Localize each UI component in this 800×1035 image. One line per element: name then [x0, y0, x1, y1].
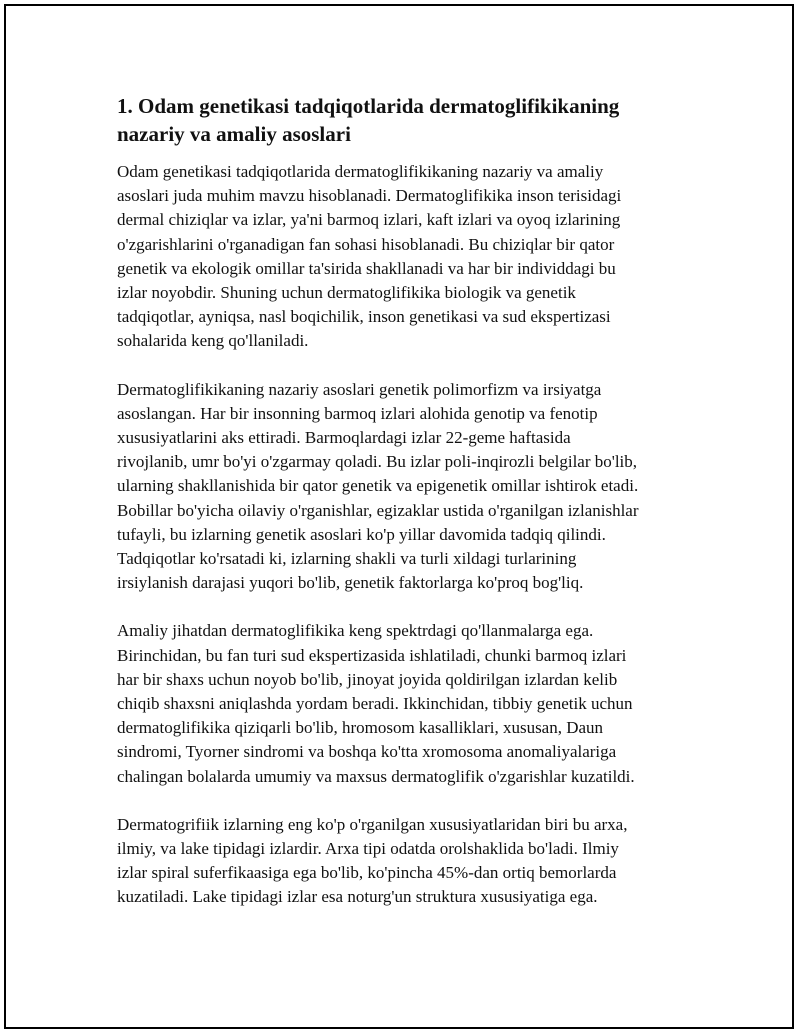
paragraph-intro: Odam genetikasi tadqiqotlarida dermatoglifikikaning nazariy va amaliy asoslari juda muhim mavzu hisoblanadi. Dermatoglifikika inson terisidagi dermal chiziqlar va izlar, ya'ni barmoq izlari, kaft izlari va oyoq izlarining o'zgarishlarini o'rganadigan fan sohasi hisoblanadi. Bu chiziqlar bir qator genetik va ekologik omillar ta'sirida shakllanadi va har bir individdagi bu izlar noyobdir. Shuning uchun dermatoglifikika biologik va genetik tadqiqotlar, ayniqsa, nasl boqichilik, inson genetikasi va sud ekspertizasi sohalarida keng qo'llaniladi. [117, 162, 622, 351]
section-title: 1. Odam genetikasi tadqiqotlarida dermatoglifikikaning nazariy va amaliy asoslari [117, 94, 620, 146]
paragraph-theory: Dermatoglifikikaning nazariy asoslari genetik polimorfizm va irsiyatga asoslangan. Har bir insonning barmoq izlari alohida genotip va fenotip xususiyatlarini aks ettiradi. Barmoqlardagi izlar 22-geme haftasida rivojlanib, umr bo'yi o'zgarmay qoladi. Bu izlar poli-inqirozli belgilar bo'lib, ularning shakllanishida bir qator genetik va epigenetik omillar ishtirok etadi. Bobillar bo'yicha oilaviy o'rganishlar, egizaklar ustida o'rganilgan izlanishlar tufayli, bu izlarning genetik asoslari ko'p yillar davomida tadqiq qilindi. Tadqiqotlar ko'rsatadi ki, izlarning shakli va turli xildagi turlarining irsiylanish darajasi yuqori bo'lib, genetik faktorlarga ko'proq bog'liq. [117, 379, 639, 593]
paragraph-practice: Amaliy jihatdan dermatoglifikika keng spektrdagi qo'llanmalarga ega. Birinchidan, bu fan turi sud ekspertizasida ishlatiladi, chunki barmoq izlari har bir shaxs uchun noyob bo'lib, jinoyat joyida qoldirilgan izlardan kelib chiqib shaxsni aniqlashda yordam beradi. Ikkinchidan, tibbiy genetik uchun dermatoglifikika qiziqarli bo'lib, hromosom kasalliklari, xususan, Daun sindromi, Tyorner sindromi va boshqa ko'tta xromosoma anomaliyalariga chalingan bolalarda umumiy va maxsus dermatoglifik o'zgarishlar kuzatildi. [117, 621, 635, 786]
paragraph-patterns: Dermatogrifiik izlarning eng ko'p o'rganilgan xususiyatlaridan biri bu arxa, ilmiy, va lake tipidagi izlardir. Arxa tipi odatda orolshaklida bo'ladi. Ilmiy izlar spiral suferfikaasiga ega bo'lib, ko'pincha 45%-dan ortiq bemorlarda kuzatiladi. Lake tipidagi izlar esa noturg'un struktura xususiyatiga ega. [117, 814, 628, 907]
document-body [117, 92, 687, 934]
